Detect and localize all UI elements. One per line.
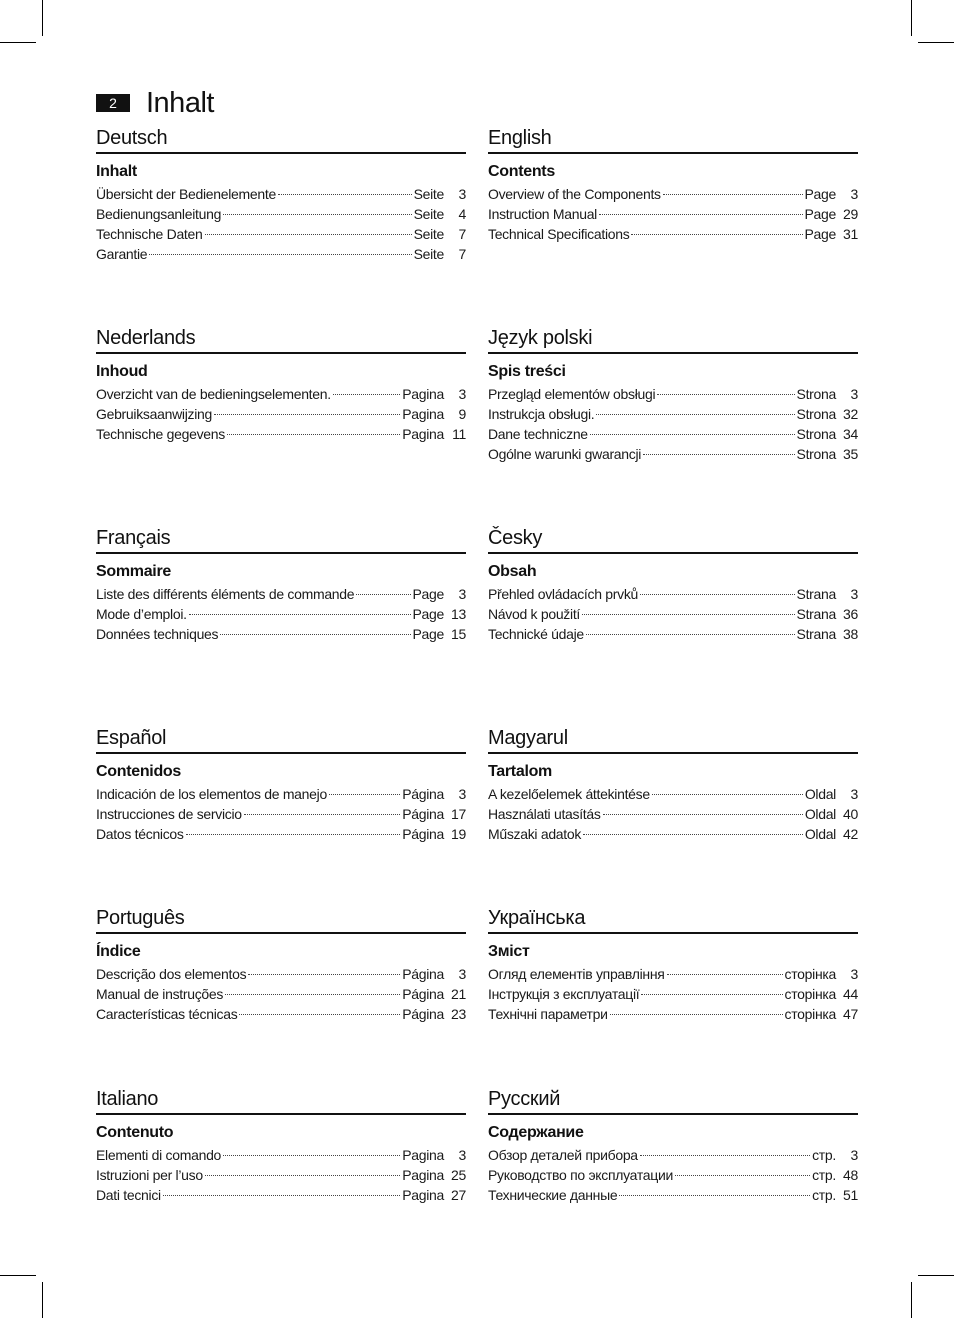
toc-entry[interactable] xyxy=(488,444,858,464)
dot-leader xyxy=(663,194,803,195)
toc-entry-page-label: сторінка xyxy=(784,966,836,982)
toc-entry-page-label: Pagina xyxy=(402,1167,444,1183)
toc-entry[interactable] xyxy=(488,1185,858,1205)
toc-entry-page-number: 29 xyxy=(843,206,858,222)
dot-leader xyxy=(599,214,803,215)
toc-entry-title: Instrukcja obsługi. xyxy=(488,406,595,422)
contents-heading: Obsah xyxy=(488,563,537,580)
toc-entry-page-number: 23 xyxy=(451,1006,466,1022)
toc-entry[interactable] xyxy=(96,804,466,824)
dot-leader xyxy=(244,814,400,815)
contents-heading: Inhoud xyxy=(96,363,148,380)
toc-entry[interactable] xyxy=(488,1165,858,1185)
toc-entry-page-number: 11 xyxy=(452,426,466,442)
toc-entry[interactable] xyxy=(96,584,466,604)
toc-entry[interactable] xyxy=(488,384,858,404)
toc-entry-title: Garantie xyxy=(96,246,148,262)
toc-entry[interactable] xyxy=(488,604,858,624)
toc-entry[interactable] xyxy=(488,984,858,1004)
section-divider xyxy=(488,552,858,554)
toc-entry-page-number: 48 xyxy=(843,1167,858,1183)
toc-entry-title: Technische gegevens xyxy=(96,426,225,442)
toc-entry-title: Instrucciones de servicio xyxy=(96,806,242,822)
page-number-badge: 2 xyxy=(96,94,130,112)
dot-leader xyxy=(186,834,401,835)
toc-entry-title: Übersicht der Bedienelemente xyxy=(96,186,276,202)
toc-entry-title: Dane techniczne xyxy=(488,426,588,442)
toc-entry-title: Bedienungsanleitung xyxy=(96,206,222,222)
toc-entry-title: Technische Daten xyxy=(96,226,203,242)
page-title: Inhalt xyxy=(146,86,214,119)
crop-mark xyxy=(911,1282,912,1318)
toc-entry-page-number: 3 xyxy=(458,786,466,802)
dot-leader xyxy=(223,1155,400,1156)
toc-entry[interactable] xyxy=(488,784,858,804)
toc-entry-page-number: 3 xyxy=(850,966,858,982)
language-section xyxy=(96,724,466,844)
section-divider xyxy=(488,752,858,754)
toc-entry-page-label: Strona xyxy=(796,446,836,462)
toc-entry[interactable] xyxy=(96,1165,466,1185)
toc-entry-title: Огляд елементів управління xyxy=(488,966,665,982)
toc-entry-title: Dati tecnici xyxy=(96,1187,161,1203)
language-section xyxy=(488,904,858,1024)
toc-entry[interactable] xyxy=(488,184,858,204)
contents-heading: Sommaire xyxy=(96,563,171,580)
dot-leader xyxy=(333,394,400,395)
toc-entry-title: Indicación de los elementos de manejo xyxy=(96,786,327,802)
toc-entry-title: Руководство по эксплуатации xyxy=(488,1167,674,1183)
toc-entry-page-number: 35 xyxy=(843,446,858,462)
dot-leader xyxy=(596,414,794,415)
dot-leader xyxy=(675,1175,810,1176)
toc-entry-page-label: Page xyxy=(804,186,836,202)
toc-entry[interactable] xyxy=(96,624,466,644)
dot-leader xyxy=(657,394,794,395)
dot-leader xyxy=(205,1175,400,1176)
dot-leader xyxy=(278,194,412,195)
language-section xyxy=(96,524,466,644)
toc-entry-page-number: 38 xyxy=(843,626,858,642)
toc-entry-title: Instruction Manual xyxy=(488,206,597,222)
language-title: Русский xyxy=(488,1088,561,1110)
toc-entry-title: Technické údaje xyxy=(488,626,584,642)
language-section xyxy=(488,524,858,644)
section-divider xyxy=(96,1113,466,1115)
language-title: Español xyxy=(96,727,167,749)
language-title: Português xyxy=(96,907,185,929)
language-section xyxy=(488,124,858,244)
dot-leader xyxy=(603,814,803,815)
toc-entry-title: Datos técnicos xyxy=(96,826,184,842)
contents-heading: Зміст xyxy=(488,943,530,960)
toc-entry-page-label: Strana xyxy=(796,606,836,622)
toc-entry-page-label: Página xyxy=(402,786,444,802)
toc-entry[interactable] xyxy=(96,244,466,264)
dot-leader xyxy=(583,834,803,835)
language-title: Magyarul xyxy=(488,727,568,749)
toc-entry-page-label: Página xyxy=(402,806,444,822)
contents-heading: Contenuto xyxy=(96,1124,174,1141)
dot-leader xyxy=(619,1195,810,1196)
contents-heading: Inhalt xyxy=(96,163,137,180)
toc-entry-page-number: 42 xyxy=(843,826,858,842)
toc-entry-page-label: стр. xyxy=(812,1167,836,1183)
toc-entry-page-label: Página xyxy=(402,826,444,842)
toc-entry[interactable] xyxy=(96,984,466,1004)
toc-entry-page-label: Página xyxy=(402,966,444,982)
toc-entry-page-label: Seite xyxy=(413,206,444,222)
toc-entry-title: Návod k použití xyxy=(488,606,580,622)
toc-entry-page-label: Oldal xyxy=(804,786,836,802)
toc-entry-title: Overview of the Components xyxy=(488,186,661,202)
dot-leader xyxy=(214,414,400,415)
toc-entry-page-number: 25 xyxy=(451,1167,466,1183)
toc-entry-page-label: Pagina xyxy=(402,1187,444,1203)
toc-entry[interactable] xyxy=(96,1185,466,1205)
toc-entry-page-label: Seite xyxy=(413,186,444,202)
toc-entry-page-number: 3 xyxy=(458,386,466,402)
toc-entry-page-number: 7 xyxy=(458,226,466,242)
toc-entry-page-label: Page xyxy=(412,586,444,602)
toc-entry[interactable] xyxy=(96,824,466,844)
contents-heading: Índice xyxy=(96,943,141,960)
language-title: Deutsch xyxy=(96,127,168,149)
dot-leader xyxy=(643,454,794,455)
page-header xyxy=(96,86,214,120)
toc-entry-page-number: 36 xyxy=(843,606,858,622)
toc-entry-title: Istruzioni per l’uso xyxy=(96,1167,203,1183)
contents-heading: Spis treści xyxy=(488,363,566,380)
toc-entry-page-number: 3 xyxy=(850,186,858,202)
section-divider xyxy=(96,752,466,754)
dot-leader xyxy=(227,434,400,435)
crop-mark xyxy=(42,0,43,36)
dot-leader xyxy=(667,974,783,975)
contents-heading: Tartalom xyxy=(488,763,552,780)
toc-entry-title: Données techniques xyxy=(96,626,219,642)
toc-entry-title: Liste des différents éléments de commande xyxy=(96,586,355,602)
toc-entry-page-label: Strana xyxy=(796,626,836,642)
toc-entry-title: Mode d’emploi. xyxy=(96,606,187,622)
toc-entry-page-number: 7 xyxy=(458,246,466,262)
section-divider xyxy=(488,932,858,934)
language-title: Nederlands xyxy=(96,327,196,349)
language-section xyxy=(96,1085,466,1205)
crop-mark xyxy=(911,0,912,36)
toc-entry-title: Технічні параметри xyxy=(488,1006,608,1022)
toc-entry-title: Ogólne warunki gwarancji xyxy=(488,446,642,462)
toc-entry[interactable] xyxy=(488,1004,858,1024)
toc-entry-page-number: 34 xyxy=(843,426,858,442)
toc-entry[interactable] xyxy=(488,824,858,844)
toc-entry-title: Műszaki adatok xyxy=(488,826,582,842)
toc-entry-page-number: 21 xyxy=(451,986,466,1002)
toc-entry[interactable] xyxy=(96,1004,466,1024)
toc-entry-page-number: 17 xyxy=(451,806,466,822)
toc-entry-page-number: 3 xyxy=(458,1147,466,1163)
section-divider xyxy=(488,152,858,154)
toc-entry-title: Обзор деталей прибора xyxy=(488,1147,638,1163)
language-title: Italiano xyxy=(96,1088,159,1110)
toc-entry-page-label: Strona xyxy=(796,426,836,442)
toc-entry-page-label: Page xyxy=(412,606,444,622)
toc-entry-page-number: 27 xyxy=(451,1187,466,1203)
crop-mark xyxy=(918,42,954,43)
toc-entry-page-label: стр. xyxy=(812,1187,836,1203)
toc-entry-page-number: 9 xyxy=(458,406,466,422)
toc-entry-page-label: Page xyxy=(804,206,836,222)
section-divider xyxy=(488,352,858,354)
toc-entry[interactable] xyxy=(488,1145,858,1165)
toc-entry-page-number: 3 xyxy=(458,186,466,202)
language-title: Język polski xyxy=(488,327,593,349)
dot-leader xyxy=(223,214,411,215)
contents-heading: Contents xyxy=(488,163,555,180)
dot-leader xyxy=(163,1195,400,1196)
dot-leader xyxy=(239,1014,400,1015)
toc-entry-page-number: 15 xyxy=(451,626,466,642)
dot-leader xyxy=(590,434,795,435)
toc-entry-title: Přehled ovládacích prvků xyxy=(488,586,638,602)
toc-entry[interactable] xyxy=(96,184,466,204)
toc-entry-title: A kezelőelemek áttekintése xyxy=(488,786,650,802)
toc-entry-page-label: Strona xyxy=(796,406,836,422)
toc-entry-page-label: Pagina xyxy=(402,426,444,442)
toc-entry-page-number: 3 xyxy=(850,1147,858,1163)
toc-entry-page-number: 3 xyxy=(458,586,466,602)
dot-leader xyxy=(189,614,411,615)
section-divider xyxy=(96,152,466,154)
toc-entry-page-label: Página xyxy=(402,986,444,1002)
language-title: English xyxy=(488,127,552,149)
crop-mark xyxy=(0,1275,36,1276)
dot-leader xyxy=(329,794,400,795)
contents-heading: Contenidos xyxy=(96,763,181,780)
language-section xyxy=(488,1085,858,1205)
language-title: Česky xyxy=(488,527,543,549)
crop-mark xyxy=(0,42,36,43)
language-section xyxy=(96,904,466,1024)
toc-entry-page-number: 3 xyxy=(850,386,858,402)
dot-leader xyxy=(149,254,411,255)
toc-entry-title: Manual de instruções xyxy=(96,986,224,1002)
dot-leader xyxy=(205,234,412,235)
toc-entry-page-number: 3 xyxy=(458,966,466,982)
toc-entry[interactable] xyxy=(488,224,858,244)
dot-leader xyxy=(356,594,410,595)
toc-entry[interactable] xyxy=(488,804,858,824)
dot-leader xyxy=(586,634,795,635)
toc-entry[interactable] xyxy=(96,1145,466,1165)
toc-entry[interactable] xyxy=(96,204,466,224)
toc-entry-page-label: Oldal xyxy=(804,806,836,822)
toc-entry-page-number: 44 xyxy=(843,986,858,1002)
toc-entry-page-number: 51 xyxy=(843,1187,858,1203)
toc-entry-page-number: 13 xyxy=(451,606,466,622)
toc-entry-page-number: 32 xyxy=(843,406,858,422)
dot-leader xyxy=(610,1014,783,1015)
toc-entry[interactable] xyxy=(96,404,466,424)
section-divider xyxy=(96,352,466,354)
toc-entry-page-number: 47 xyxy=(843,1006,858,1022)
dot-leader xyxy=(225,994,400,995)
language-section xyxy=(488,324,858,464)
toc-entry[interactable] xyxy=(96,384,466,404)
toc-entry-page-label: Strona xyxy=(796,386,836,402)
section-divider xyxy=(96,552,466,554)
toc-entry[interactable] xyxy=(96,424,466,444)
toc-entry-title: Gebruiksaanwijzing xyxy=(96,406,212,422)
language-section xyxy=(96,124,466,264)
toc-entry-page-label: Seite xyxy=(413,246,444,262)
toc-entry-page-number: 4 xyxy=(458,206,466,222)
dot-leader xyxy=(220,634,410,635)
toc-entry-title: Descrição dos elementos xyxy=(96,966,247,982)
toc-entry-title: Інструкція з експлуатації xyxy=(488,986,640,1002)
toc-entry-page-label: Página xyxy=(402,1006,444,1022)
dot-leader xyxy=(248,974,400,975)
toc-entry[interactable] xyxy=(96,784,466,804)
toc-entry-title: Przegląd elementów obsługi xyxy=(488,386,656,402)
toc-entry-page-label: Oldal xyxy=(804,826,836,842)
dot-leader xyxy=(640,1155,810,1156)
language-title: Українська xyxy=(488,907,586,929)
toc-entry[interactable] xyxy=(488,584,858,604)
toc-entry[interactable] xyxy=(488,404,858,424)
dot-leader xyxy=(582,614,795,615)
dot-leader xyxy=(652,794,803,795)
dot-leader xyxy=(641,994,782,995)
toc-entry-page-label: Page xyxy=(412,626,444,642)
crop-mark xyxy=(42,1282,43,1318)
toc-entry-page-label: Seite xyxy=(413,226,444,242)
toc-entry[interactable] xyxy=(96,604,466,624)
toc-entry[interactable] xyxy=(488,624,858,644)
toc-entry-page-label: Strana xyxy=(796,586,836,602)
toc-entry-page-number: 3 xyxy=(850,786,858,802)
toc-entry-title: Overzicht van de bedieningselementen. xyxy=(96,386,331,402)
toc-entry-title: Elementi di comando xyxy=(96,1147,222,1163)
toc-entry-page-number: 31 xyxy=(843,226,858,242)
toc-entry[interactable] xyxy=(488,964,858,984)
language-section xyxy=(96,324,466,444)
toc-entry-page-number: 19 xyxy=(451,826,466,842)
toc-entry[interactable] xyxy=(96,224,466,244)
toc-entry-title: Technical Specifications xyxy=(488,226,630,242)
toc-entry-title: Características técnicas xyxy=(96,1006,238,1022)
toc-entry-page-label: Pagina xyxy=(402,1147,444,1163)
section-divider xyxy=(96,932,466,934)
dot-leader xyxy=(640,594,795,595)
toc-entry-page-label: Pagina xyxy=(402,406,444,422)
toc-entry-page-label: Pagina xyxy=(402,386,444,402)
crop-mark xyxy=(918,1275,954,1276)
toc-entry-page-label: сторінка xyxy=(784,1006,836,1022)
dot-leader xyxy=(631,234,802,235)
toc-entry-page-number: 3 xyxy=(850,586,858,602)
contents-heading: Содержание xyxy=(488,1124,584,1141)
language-section xyxy=(488,724,858,844)
toc-entry-page-label: Page xyxy=(804,226,836,242)
toc-entry-title: Használati utasítás xyxy=(488,806,601,822)
toc-entry-page-label: стр. xyxy=(812,1147,836,1163)
toc-entry[interactable] xyxy=(96,964,466,984)
language-title: Français xyxy=(96,527,171,549)
toc-entry[interactable] xyxy=(488,204,858,224)
toc-entry-title: Технические данные xyxy=(488,1187,618,1203)
toc-entry-page-label: сторінка xyxy=(784,986,836,1002)
toc-entry-page-number: 40 xyxy=(843,806,858,822)
toc-entry[interactable] xyxy=(488,424,858,444)
section-divider xyxy=(488,1113,858,1115)
